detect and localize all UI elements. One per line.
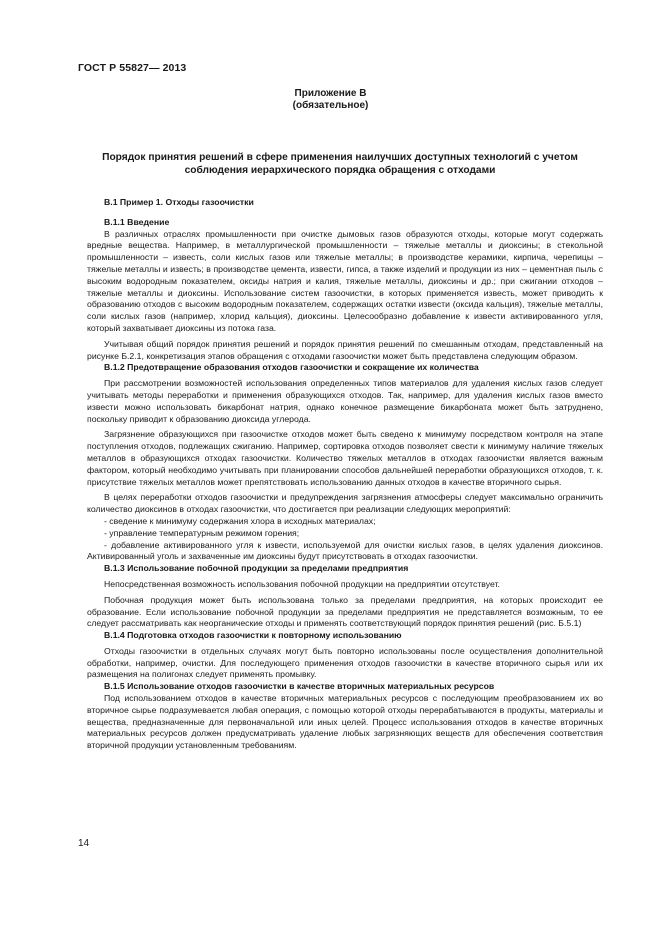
annex-status: (обязательное) <box>292 100 369 111</box>
appendix-heading-line-1: Порядок принятия решений в сфере применения наилучших доступных технологий с учетом <box>102 152 578 163</box>
annex-title: Приложение В <box>294 88 367 99</box>
page-number: 14 <box>78 838 90 849</box>
appendix-heading <box>78 151 602 177</box>
document-code: ГОСТ Р 55827— 2013 <box>78 62 187 74</box>
list-item-activated-carbon: - добавление активированного угля к извести, используемой для очистки кислых газов, в целях удаления диоксинов. Активированный уголь и захваченные им диоксины будут присутствовать в отходах газоочистки. <box>87 539 603 562</box>
paragraph-introduction: В различных отраслях промышленности при очистке дымовых газов образуются отходы, которые могут содержать вредные вещества. Например, в металлургической промышленности – тяжелые металлы и диоксины; в стекольной промышленности – известь, соли кислых газов или тяжелые металлы; в производстве керамики, кирпича, черепицы – тяжелые металлы и известь; в производстве цемента, извести, гипса, а также изделий и продукции из них – цементная пыль с высоким водородным показателем, оксиды натрия и калия, тяжелые металлы, диоксины и др.; при сжигании отходов – тяжелые металлы и диоксины. Использование систем газоочистки, в которых применяется известь, может приводить к образованию отходов с высоким водородным показателем, содержащих остатки извести (оксида кальция), тяжелые металлы, соли кислых газов (например, хлорид кальция), диоксины. Целесообразно добавление к извести активированного угля, который захватывает диоксины из потока газа. <box>87 228 603 333</box>
section-heading-b1: В.1 Пример 1. Отходы газоочистки <box>104 197 254 207</box>
paragraph-dioxin-limits: В целях переработки отходов газоочистки и предупреждения загрязнения атмосферы следует максимально ограничить количество диоксинов в отходах газоочистки, что достигается при реализации следующих мероприятий: <box>87 492 603 515</box>
section-heading-b14: В.1.4 Подготовка отходов газоочистки к повторному использованию <box>104 630 402 641</box>
paragraph-acid-gas-materials: При рассмотрении возможностей использования определенных типов материалов для удаления кислых газов следует учитывать методы переработки и применения образующихся отходов. Так, например, для удаления кислых газов вместо извести можно использовать бикарбонат натрия, однако конечное размещение бикарбоната может быть затруднено, поскольку приводит к образованию диоксида углерода. <box>87 378 603 424</box>
paragraph-decision-order: Учитывая общий порядок принятия решений и порядок принятия решений по смешанным отходам, представленный на рисунке Б.2.1, конкретизация этапов обращения с отходами газоочистки может быть представлена следующим образом. <box>87 338 603 361</box>
section-heading-b11: В.1.1 Введение <box>104 216 170 227</box>
list-item-temperature: - управление температурным режимом горения; <box>104 527 300 538</box>
section-heading-b15: В.1.5 Использование отходов газоочистки в качестве вторичных материальных ресурсов <box>104 681 495 692</box>
paragraph-byproduct-onsite: Непосредственная возможность использования побочной продукции на предприятии отсутствует. <box>104 578 500 589</box>
appendix-heading-line-2: соблюдения иерархического порядка обращения с отходами <box>184 165 496 176</box>
list-item-chlorine: - сведение к минимуму содержания хлора в исходных материалах; <box>104 515 376 526</box>
paragraph-contamination-control: Загрязнение образующихся при газоочистке отходов может быть сведено к минимуму посредством контроля на этапе поступления отходов, подлежащих сжиганию. Например, сортировка отходов позволяет свести к минимуму наличие тяжелых металлов в образующихся отходах газоочистки. Количество тяжелых металлов в отходах газоочистки является важным фактором, который необходимо учитывать при планировании способов дальнейшей переработки образующихся отходов, т. к. присутствие тяжелых металлов может препятствовать использованию данных отходов в качестве вторичного сырья. <box>87 429 603 487</box>
section-heading-b12: В.1.2 Предотвращение образования отходов газоочистки и сокращение их количества <box>104 362 479 373</box>
document-body <box>87 197 603 752</box>
section-heading-b13: В.1.3 Использование побочной продукции за пределами предприятия <box>104 563 409 574</box>
paragraph-reuse-preparation: Отходы газоочистки в отдельных случаях могут быть повторно использованы после осуществления дополнительной обработки, например, очистки. Для последующего применения отходов газоочистки в качестве вторичного сырья или их размещения на полигонах следует применять промывку. <box>87 645 603 680</box>
paragraph-byproduct-offsite: Побочная продукция может быть использована только за пределами предприятия, на которых происходит ее образование. Если использование побочной продукции за пределами предприятия не представляется возможным, то ее следует рассматривать как неорганические отходы и применять соответствующий порядок принятия решений (рис. Б.5.1) <box>87 594 603 629</box>
paragraph-secondary-resources: Под использованием отходов в качестве вторичных материальных ресурсов с последующим преобразованием их во вторичное сырье подразумевается любая операция, с помощью которой отходы перерабатываются в продукты, материалы и вещества, предназначенные для первоначальной или иных целей. Процесс использования отходов в качестве вторичных материальных ресурсов должен предусматривать удаление любых загрязняющих веществ для обеспечения соответствия вторичной продукции установленным требованиям. <box>87 693 603 751</box>
